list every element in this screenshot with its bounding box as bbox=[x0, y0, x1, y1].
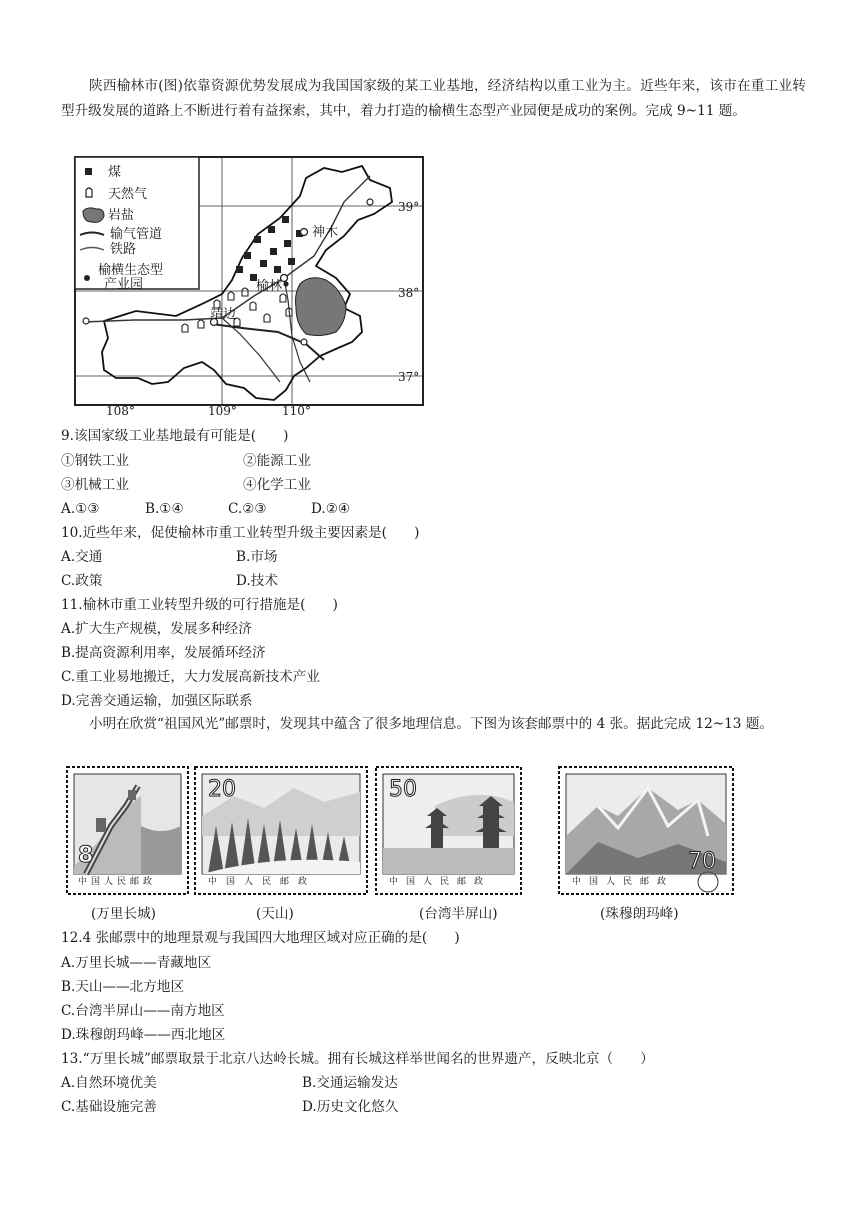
salt-legend-symbol bbox=[83, 208, 104, 223]
legend-coal-label: 煤 bbox=[108, 165, 122, 180]
q11-option-a: A.扩大生产规模，发展多种经济 bbox=[61, 621, 252, 637]
legend-park-label-2: 产业园 bbox=[104, 277, 144, 292]
q10-option-b: B.市场 bbox=[236, 549, 278, 565]
q9-item-3: ③机械工业 bbox=[61, 477, 129, 493]
lon-label-110: 110° bbox=[282, 404, 311, 418]
q9-option-b: B.①④ bbox=[145, 501, 184, 517]
caption-banping-mountain: (台湾半屏山) bbox=[419, 906, 498, 922]
stamp-value-50: 50 bbox=[389, 777, 417, 802]
q9-option-c: C.②③ bbox=[228, 501, 267, 517]
caption-tianshan: (天山) bbox=[256, 906, 294, 922]
intro-paragraph-1: 陕西榆林市(图)依靠资源优势发展成为我国国家级的某工业基地，经济结构以重工业为主。近些年来，该市在重工业转型升级发展的道路上不断进行着有益探索，其中，着力打造的榆横生态型产业园便是成功的案例。完成 9~11 题。 bbox=[61, 78, 806, 119]
legend-railway-label: 铁路 bbox=[110, 242, 137, 257]
legend-gas-label: 天然气 bbox=[108, 187, 148, 202]
q11-option-d: D.完善交通运输，加强区际联系 bbox=[61, 693, 253, 709]
jingbian-label: 靖边 bbox=[210, 307, 237, 322]
stamp-great-wall bbox=[66, 766, 189, 895]
stamp-banping-mountain bbox=[375, 766, 522, 895]
q9-option-d: D.②④ bbox=[311, 501, 351, 517]
q9-stem: 9.该国家级工业基地最有可能是( ) bbox=[61, 428, 289, 444]
legend-park-label-1: 榆横生态型 bbox=[98, 263, 164, 278]
legend-pipeline-label: 输气管道 bbox=[110, 227, 163, 242]
lat-label-38: 38° bbox=[398, 286, 420, 300]
stamp-country-3: 中国人民邮政 bbox=[389, 877, 492, 887]
lon-label-108: 108° bbox=[106, 404, 135, 418]
q12-stem: 12.4 张邮票中的地理景观与我国四大地理区域对应正确的是( ) bbox=[61, 930, 460, 946]
stamp-tianshan bbox=[194, 766, 368, 895]
q13-stem: 13.“万里长城”邮票取景于北京八达岭长城。拥有长城这样举世闻名的世界遗产，反映北京（ ） bbox=[61, 1051, 654, 1067]
q12-option-b: B.天山——北方地区 bbox=[61, 979, 185, 995]
q13-option-b: B.交通运输发达 bbox=[302, 1075, 398, 1091]
q10-stem: 10.近些年来，促使榆林市重工业转型升级主要因素是( ) bbox=[61, 525, 420, 541]
coal-legend-symbol bbox=[85, 168, 92, 175]
shenmu-dot bbox=[301, 229, 308, 236]
yulin-label: 榆林 bbox=[256, 279, 283, 294]
q13-option-d: D.历史文化悠久 bbox=[302, 1099, 399, 1115]
q12-option-d: D.珠穆朗玛峰——西北地区 bbox=[61, 1027, 226, 1043]
q10-option-c: C.政策 bbox=[61, 573, 103, 589]
legend-salt-label: 岩盐 bbox=[108, 208, 135, 223]
lat-label-39: 39° bbox=[398, 200, 420, 214]
q11-stem: 11.榆林市重工业转型升级的可行措施是( ) bbox=[61, 597, 338, 613]
q11-option-b: B.提高资源利用率，发展循环经济 bbox=[61, 645, 266, 661]
stamp-value-20: 20 bbox=[208, 777, 236, 802]
q9-item-4: ④化学工业 bbox=[243, 477, 311, 493]
lon-label-109: 109° bbox=[208, 404, 237, 418]
q12-option-a: A.万里长城——青藏地区 bbox=[61, 955, 212, 971]
park-legend-symbol bbox=[84, 275, 90, 281]
q10-option-d: D.技术 bbox=[236, 573, 278, 589]
q12-option-c: C.台湾半屏山——南方地区 bbox=[61, 1003, 225, 1019]
industrial-park-dot bbox=[283, 281, 288, 286]
stamp-value-8: 8 bbox=[78, 843, 94, 868]
stamp-country-1: 中国人民邮政 bbox=[78, 877, 157, 887]
yulin-map bbox=[74, 156, 424, 418]
stamp-country-4: 中国人民邮政 bbox=[572, 877, 675, 887]
q9-item-2: ②能源工业 bbox=[243, 453, 311, 469]
stamp-everest bbox=[558, 766, 734, 895]
q9-item-1: ①钢铁工业 bbox=[61, 453, 129, 469]
lat-label-37: 37° bbox=[398, 370, 420, 384]
shenmu-label: 神木 bbox=[312, 225, 339, 240]
caption-great-wall: (万里长城) bbox=[91, 906, 156, 922]
intro-paragraph-2: 小明在欣赏“祖国风光”邮票时，发现其中蕴含了很多地理信息。下图为该套邮票中的 4 张。据此完成 12~13 题。 bbox=[89, 716, 773, 732]
q9-option-a: A.①③ bbox=[61, 501, 100, 517]
q13-option-a: A.自然环境优美 bbox=[61, 1075, 157, 1091]
q13-option-c: C.基础设施完善 bbox=[61, 1099, 157, 1115]
stamp-value-70: 70 bbox=[688, 849, 716, 874]
stamp-country-2: 中国人民邮政 bbox=[208, 877, 317, 887]
caption-everest: (珠穆朗玛峰) bbox=[600, 906, 679, 922]
q11-option-c: C.重工业易地搬迁，大力发展高新技术产业 bbox=[61, 669, 320, 685]
q10-option-a: A.交通 bbox=[61, 549, 103, 565]
